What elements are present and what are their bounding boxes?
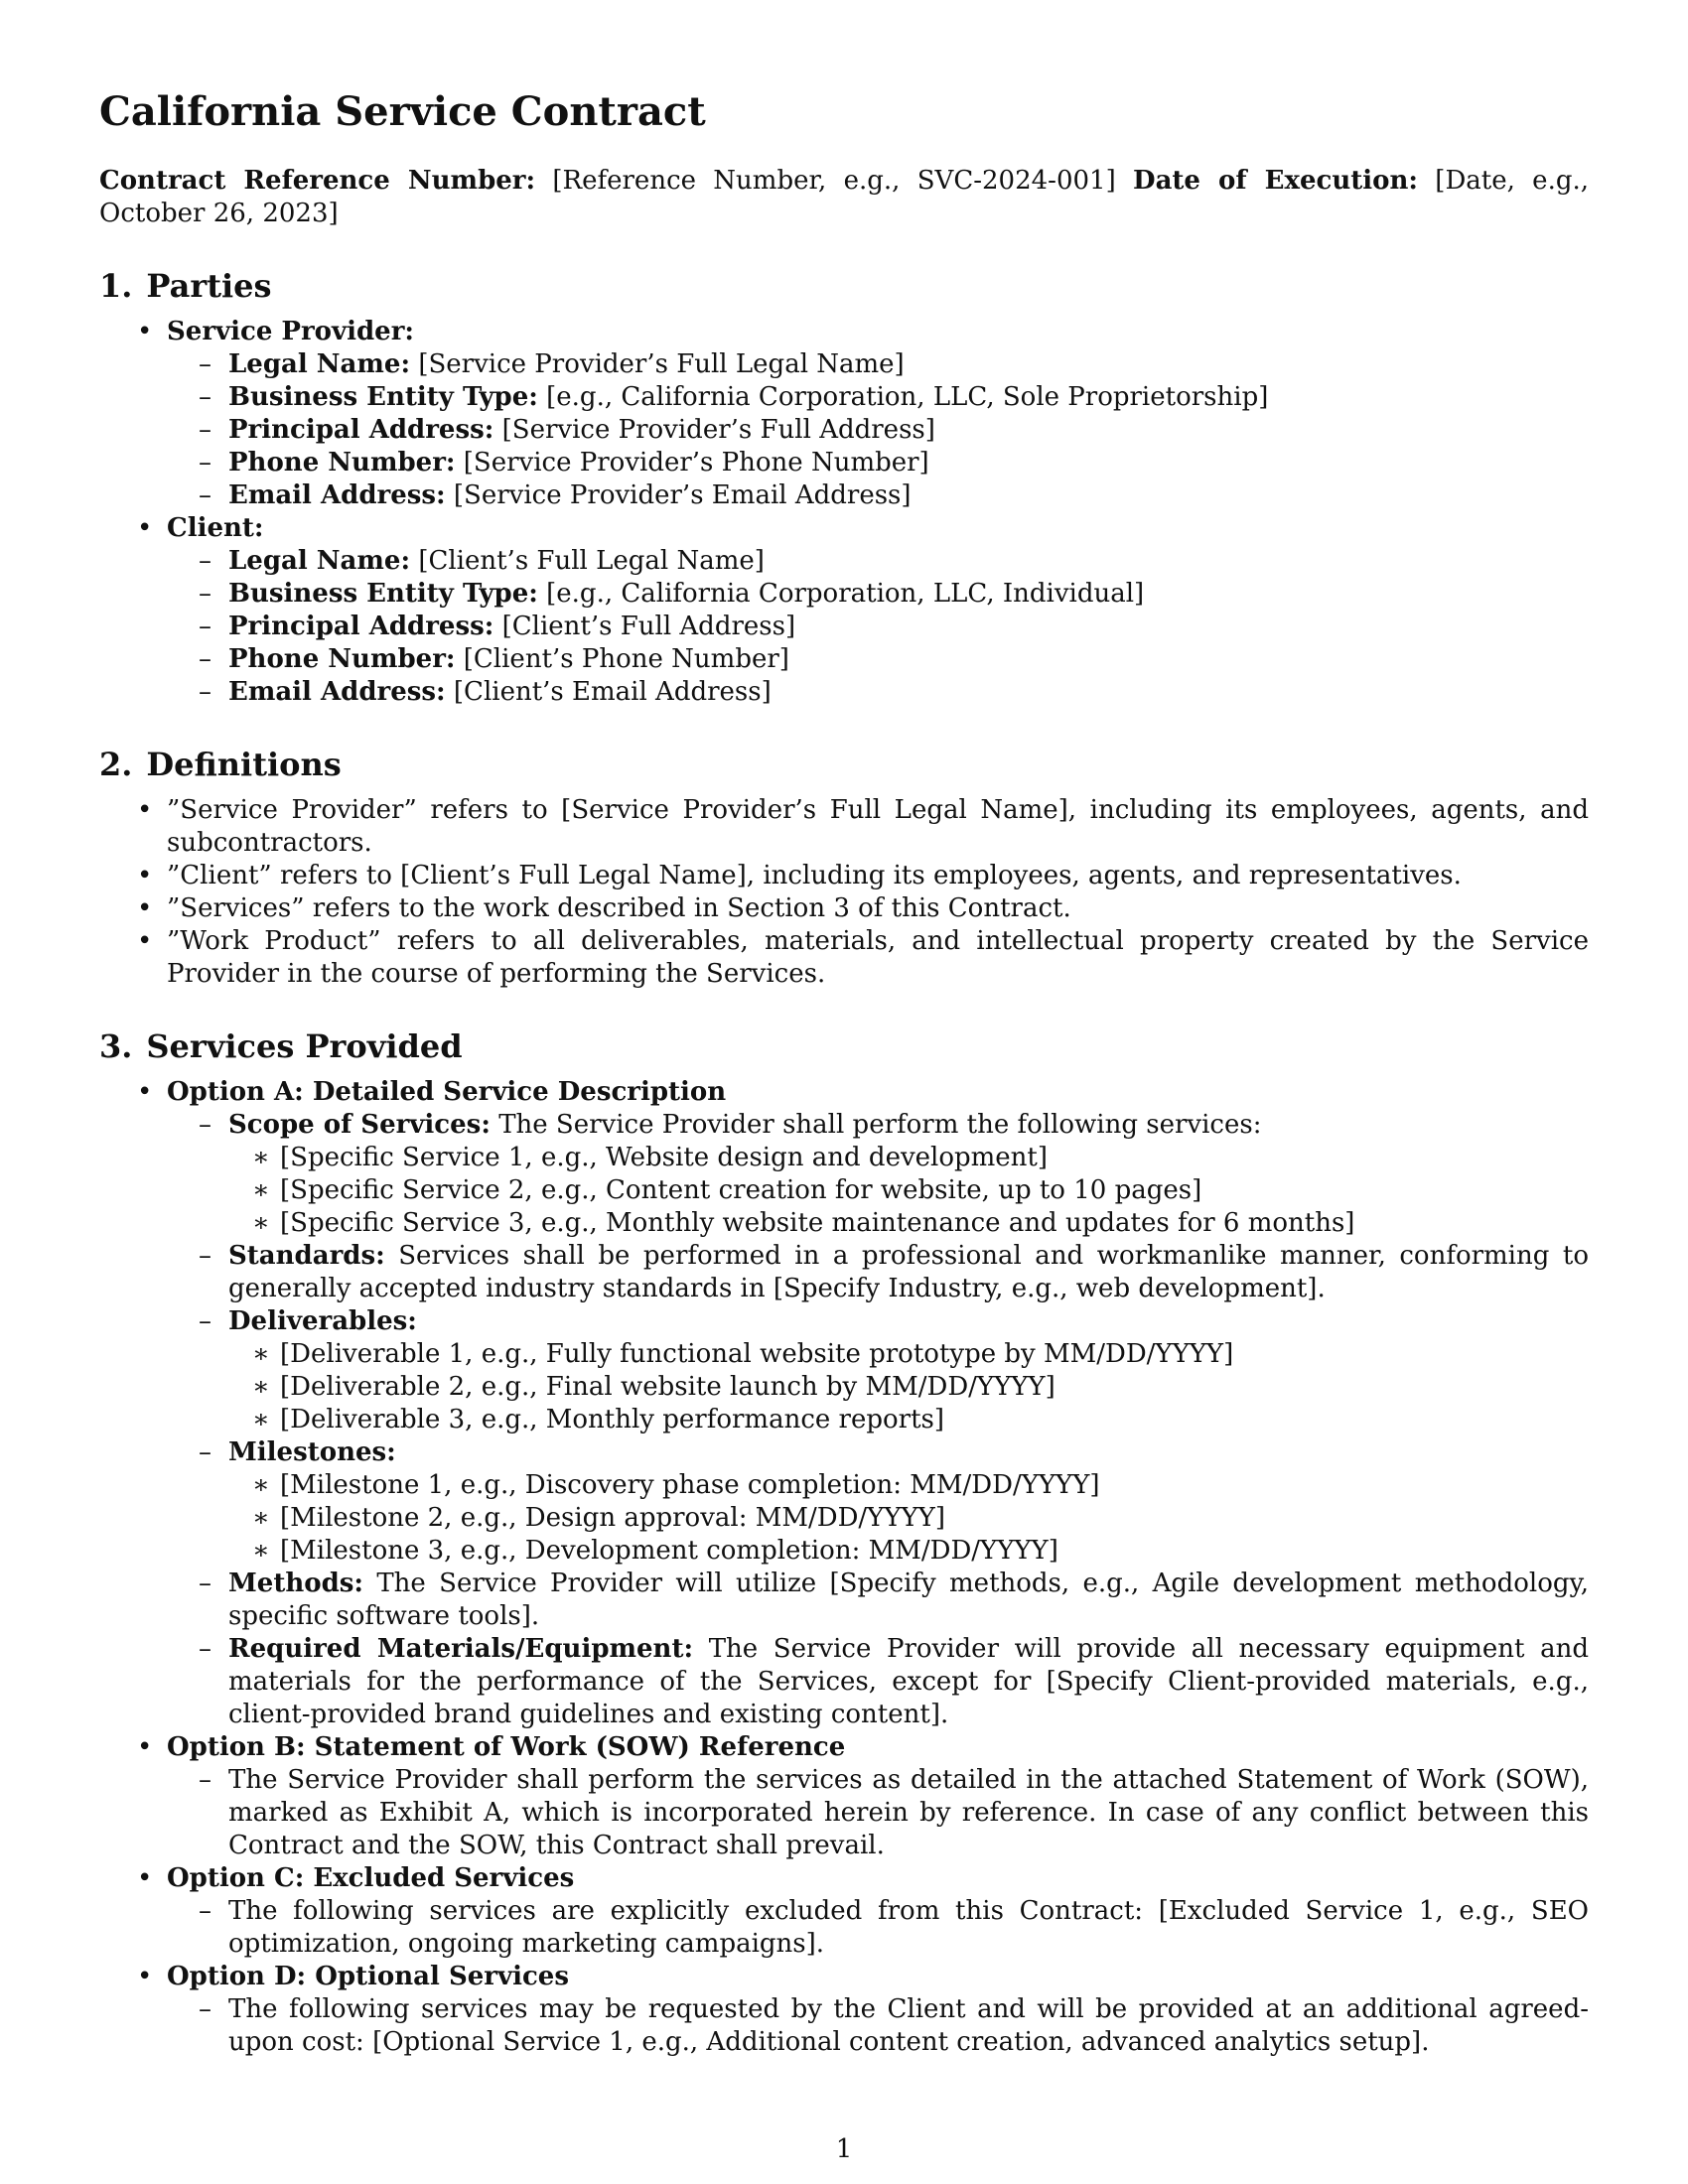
field-label: Business Entity Type:	[228, 579, 538, 609]
field-label: Phone Number:	[228, 448, 456, 478]
section-services	[99, 1026, 1589, 2059]
party-client	[99, 512, 1589, 709]
item-text: Services shall be performed in a professional and workmanlike manner, conforming to generally accepted industry standards in [Specify Industry, e.g., web development].	[228, 1241, 1590, 1303]
list-item: ∗ [Milestone 3, e.g., Development completion: MM/DD/YYYY]	[228, 1535, 1589, 1568]
field-value: [Service Provider’s Full Address]	[501, 415, 935, 445]
ref-label: Contract Reference Number:	[99, 166, 536, 196]
option-b-details	[167, 1764, 1589, 1862]
list-item: ∗ [Milestone 1, e.g., Discovery phase completion: MM/DD/YYYY]	[228, 1469, 1589, 1502]
deliverables-items	[228, 1338, 1589, 1436]
list-item: ∗ [Deliverable 1, e.g., Fully functional website prototype by MM/DD/YYYY]	[228, 1338, 1589, 1371]
item-label: Deliverables:	[228, 1306, 417, 1336]
list-item: – The Service Provider shall perform the services as detailed in the attached Statement of Work (SOW), marked as Exhibit A, which is incorporated herein by reference. In case of any conflict between this Contract and the SOW, this Contract shall prevail.	[167, 1764, 1589, 1862]
item-label: Standards:	[228, 1241, 385, 1271]
ref-value: [Reference Number, e.g., SVC-2024-001]	[552, 166, 1116, 196]
scope-of-services	[167, 1109, 1589, 1240]
field-value: [Service Provider’s Phone Number]	[463, 448, 929, 478]
item-text: The Service Provider shall perform the following services:	[498, 1110, 1262, 1140]
list-item: ∗ [Deliverable 2, e.g., Final website launch by MM/DD/YYYY]	[228, 1371, 1589, 1404]
section-title: Services Provided	[146, 1027, 463, 1065]
option-label: Option D: Optional Services	[167, 1962, 569, 1991]
document-title: California Service Contract	[99, 88, 706, 135]
item-label: Milestones:	[228, 1437, 396, 1467]
section-heading	[99, 745, 1589, 784]
section-heading	[99, 266, 1589, 306]
services-options-list	[99, 1076, 1589, 2059]
option-a	[99, 1076, 1589, 1731]
contract-meta	[99, 165, 1589, 230]
party-service-provider	[99, 316, 1589, 512]
field-label: Legal Name:	[228, 546, 411, 576]
option-label: Option A: Detailed Service Description	[167, 1077, 727, 1107]
field-value: [Service Provider’s Full Legal Name]	[418, 349, 905, 379]
party-label: Client:	[167, 513, 264, 543]
option-c-details	[167, 1895, 1589, 1961]
list-item: • ”Client” refers to [Client’s Full Legal Name], including its employees, agents, and representatives.	[99, 860, 1589, 892]
party-label: Service Provider:	[167, 317, 415, 346]
provider-fields	[167, 348, 1589, 512]
option-label: Option B: Statement of Work (SOW) Reference	[167, 1732, 846, 1762]
field-value: [Client’s Full Legal Name]	[418, 546, 765, 576]
item-label: Scope of Services:	[228, 1110, 491, 1140]
list-item	[167, 414, 1589, 447]
field-value: [e.g., California Corporation, LLC, Sole Proprietorship]	[546, 382, 1269, 412]
date-label: Date of Execution:	[1133, 166, 1418, 196]
field-value: [e.g., California Corporation, LLC, Individual]	[546, 579, 1145, 609]
option-a-details	[167, 1109, 1589, 1731]
list-item: ∗ [Milestone 2, e.g., Design approval: MM/DD/YYYY]	[228, 1502, 1589, 1535]
field-label: Legal Name:	[228, 349, 411, 379]
field-label: Email Address:	[228, 677, 446, 707]
document-page	[99, 87, 1589, 2095]
item-label: Required Materials/Equipment:	[228, 1634, 694, 1664]
definitions-list	[99, 794, 1589, 991]
field-label: Principal Address:	[228, 415, 494, 445]
list-item	[167, 447, 1589, 479]
list-item: – The following services are explicitly excluded from this Contract: [Excluded Service 1, e.g., SEO optimization, ongoing marketing campaigns].	[167, 1895, 1589, 1961]
list-item: ∗ [Deliverable 3, e.g., Monthly performance reports]	[228, 1404, 1589, 1436]
client-fields	[167, 545, 1589, 709]
deliverables	[167, 1305, 1589, 1436]
section-parties	[99, 266, 1589, 709]
list-item: ∗ [Specific Service 3, e.g., Monthly website maintenance and updates for 6 months]	[228, 1207, 1589, 1240]
field-value: [Client’s Email Address]	[453, 677, 772, 707]
field-label: Business Entity Type:	[228, 382, 538, 412]
list-item: • ”Work Product” refers to all deliverables, materials, and intellectual property created by the Service Provider in the course of performing the Services.	[99, 925, 1589, 991]
option-d-details	[167, 1993, 1589, 2059]
list-item: ∗ [Specific Service 1, e.g., Website design and development]	[228, 1142, 1589, 1174]
section-title: Parties	[146, 267, 272, 305]
required-materials	[167, 1633, 1589, 1731]
list-item	[167, 578, 1589, 611]
methods	[167, 1568, 1589, 1633]
item-text: The Service Provider will provide all necessary equipment and materials for the performance of the Services, except for [Specify Client-provided materials, e.g., client-provided brand guidelines and existing content].	[228, 1634, 1590, 1729]
field-label: Principal Address:	[228, 612, 494, 641]
milestones	[167, 1436, 1589, 1568]
section-number: 2.	[99, 746, 133, 783]
scope-items	[228, 1142, 1589, 1240]
page-number: 1	[835, 2134, 853, 2164]
standards	[167, 1240, 1589, 1305]
field-value: [Service Provider’s Email Address]	[453, 480, 912, 510]
section-number: 3.	[99, 1027, 133, 1065]
date-value: [Date, e.g., October 26, 2023]	[99, 166, 1590, 228]
item-text: The Service Provider will utilize [Specify methods, e.g., Agile development methodology, specific software tools].	[228, 1569, 1589, 1631]
field-value: [Client’s Phone Number]	[463, 644, 789, 674]
section-title: Definitions	[146, 746, 342, 783]
list-item	[167, 348, 1589, 381]
list-item: • ”Service Provider” refers to [Service Provider’s Full Legal Name], including its employees, agents, and subcontractors.	[99, 794, 1589, 860]
list-item	[167, 643, 1589, 676]
field-label: Email Address:	[228, 480, 446, 510]
option-c	[99, 1862, 1589, 1961]
field-label: Phone Number:	[228, 644, 456, 674]
list-item	[167, 479, 1589, 512]
section-number: 1.	[99, 267, 133, 305]
item-label: Methods:	[228, 1569, 363, 1598]
list-item	[167, 381, 1589, 414]
option-b	[99, 1731, 1589, 1862]
section-definitions	[99, 745, 1589, 991]
milestones-items	[228, 1469, 1589, 1568]
list-item	[167, 611, 1589, 643]
field-value: [Client’s Full Address]	[501, 612, 796, 641]
option-label: Option C: Excluded Services	[167, 1863, 575, 1893]
list-item	[167, 545, 1589, 578]
list-item: – The following services may be requested by the Client and will be provided at an additional agreed-upon cost: [Optional Service 1, e.g., Additional content creation, advanced analytics setup].	[167, 1993, 1589, 2059]
parties-list	[99, 316, 1589, 709]
list-item	[167, 676, 1589, 709]
option-d	[99, 1961, 1589, 2059]
section-heading	[99, 1026, 1589, 1066]
list-item: • ”Services” refers to the work described in Section 3 of this Contract.	[99, 892, 1589, 925]
list-item: ∗ [Specific Service 2, e.g., Content creation for website, up to 10 pages]	[228, 1174, 1589, 1207]
